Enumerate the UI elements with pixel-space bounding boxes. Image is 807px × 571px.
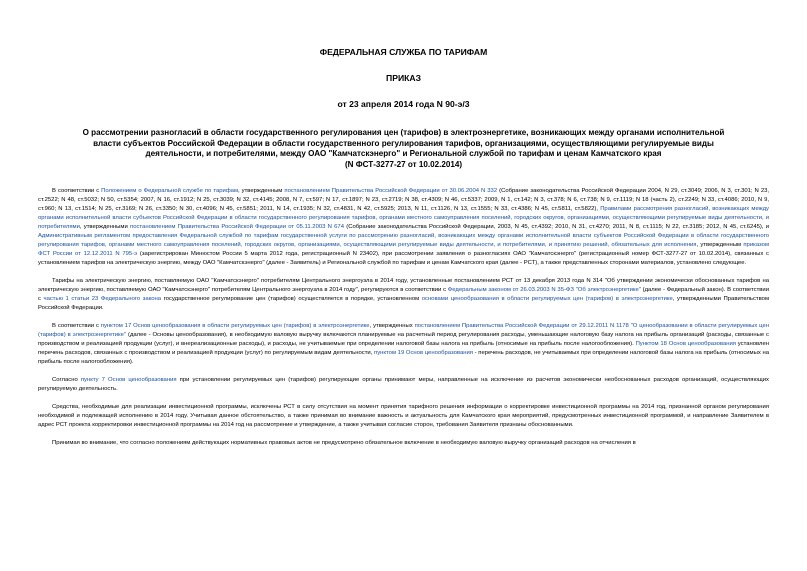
date-number-heading: от 23 апреля 2014 года N 90-э/3 xyxy=(337,99,470,109)
text: (далее - Основы ценообразования), в необходимую валовую выручку включаются планируемые на расчетный период регулирования расходы, уменьшающие налоговую базу налога на прибыль организаций (расходы, связанные с производством и реализацией продукции (услуг), и внереализационные расходы), и расходы, не учитываемые при определении налоговой базы налога на прибыль (относимые на прибыль после налогообложения). xyxy=(38,332,769,348)
link-resolution-1178[interactable]: постановлением Правительства Российской Федерации от 29.12.2011 N 1178 "О ценообразовании в области регулируемых цен (тарифов) в электроэнергетике" xyxy=(38,323,769,339)
link-item-17[interactable]: пунктом 17 Основ ценообразования в области регулируемых цен (тарифов) в электроэнергетике xyxy=(100,323,370,330)
text: , утвержденным xyxy=(238,188,285,195)
link-item-7[interactable]: пункту 7 Основ ценообразования xyxy=(80,377,177,384)
paragraph-item-7 xyxy=(38,376,769,394)
link-pricing-basics[interactable]: основами ценообразования в области регулируемых цен (тарифов) в электроэнергетике xyxy=(421,296,673,303)
text: , утвержденными Правительством Российской Федерации. xyxy=(38,296,769,312)
text: В соответствии с xyxy=(52,323,101,330)
paragraph-revenue xyxy=(38,322,769,367)
link-admin-regulation[interactable]: Административным регламентом предоставления Федеральной службой по тарифам государственной услуги по рассмотрению разногласий, возникающих между органами исполнительной власти субъектов Российской Федерации в области государственного регулирования тарифов, органами местного самоуправления поселений, городских округов, организациями, осуществляющими регулируемые виды деятельности, и потребителями, и принятию решений, обязательных для исполнения xyxy=(38,233,769,249)
text: Средства, необходимые для реализации инвестиционной программы, исключены РСТ в силу отсутствия на момент принятия тарифного решения информации о корректировке инвестиционной программы на 2014 год, признанной органом регулирования необходимой и подлежащей исполнению в 2014 году. Учитывая данное обстоятельство, а также принимая во внимание важность и актуальность для Камчатского края мероприятий, предусмотренных инвестиционной программой, и направление Заявителем в адрес РСТ проекта корректировки инвестиционной программы на 2014 год на рассмотрение и утверждение, а также учитывая согласие сторон, требования Заявителя признаны обоснованными. xyxy=(38,404,769,429)
link-regulation-fst[interactable]: Положением о Федеральной службе по тарифам xyxy=(101,188,238,195)
title-line: деятельности, и потребителями, между ОАО "Камчатскэнерго" и Региональной службой по тарифам и ценам Камчатского края xyxy=(145,149,662,159)
link-item-18[interactable]: Пунктом 18 Основ ценообразования xyxy=(635,341,736,348)
text: (далее - Федеральный закон). В соответствии с xyxy=(38,287,770,303)
text: , утвержденными xyxy=(79,224,131,231)
link-resolution-674[interactable]: постановлением Правительства Российской Федерации от 05.11.2003 N 674 xyxy=(130,224,344,231)
link-dispute-rules[interactable]: Правилами рассмотрения разногласий, возникающих между органами исполнительной власти субъектов Российской Федерации в области государственного регулирования тарифов, органами местного самоуправления поселений, городских округов, организациями, осуществляющими регулируемые виды деятельности, и потребителями xyxy=(38,206,769,231)
agency-heading: ФЕДЕРАЛЬНАЯ СЛУЖБА ПО ТАРИФАМ xyxy=(319,47,488,57)
link-order-795[interactable]: приказом ФСТ России от 12.12.2011 N 795-э xyxy=(38,242,769,258)
text: Согласно xyxy=(52,377,81,384)
text: - перечень расходов, не учитываемых при определении налоговой базы налога на прибыль (относимых на прибыль после налогообложения). xyxy=(38,350,769,366)
paragraph-preamble xyxy=(38,187,769,268)
title-line: (N ФСТ-3277-27 от 10.02.2014) xyxy=(344,159,463,169)
text: установлен перечень расходов, связанных с производством и реализацией продукции (услуг) по регулируемым видам деятельности, xyxy=(38,341,770,357)
text: (зарегистрирован Минюстом России 5 марта 2012 года, регистрационный N 23402), при рассмотрении заявления о разногласиях ОАО "Камчатскэнерго" (регистрационный номер ФСТ-3277-27 от 10.02.2014), связанных с установлением тарифов на электрическую энергию, между ОАО "Камчатскэнерго" (далее - Заявитель) и Региональной службой по тарифам и ценам Камчатского края (далее - РСТ), а также представленных сторонами материалов, установлено следующее. xyxy=(38,251,769,267)
text: Тарифы на электрическую энергию, поставляемую ОАО "Камчатскэнерго" потребителям Центрального энергоузла в 2014 году, установленные постановлением РСТ от 13 декабря 2013 года N 314 "Об утверждении экономически обоснованных тарифов на электрическую энергию, поставляемую ОАО "Камчатскэнерго" потребителям Центрального энергоузла в 2014 году", регулируются в соответствии с xyxy=(38,278,769,294)
text: , утвержденных xyxy=(369,323,415,330)
text: при установлении регулируемых цен (тарифов) регулирующие органы принимают меры, направленные на исключение из расчетов экономически необоснованных расходов организаций, осуществляющих регулируемую деятельность. xyxy=(38,377,769,393)
text: В соответствии с xyxy=(52,188,102,195)
text: Принимая во внимание, что согласно положениям действующих нормативных правовых актов не предусмотрено обязательное включение в необходимую валовую выручку организаций расходов на отчисления в xyxy=(52,440,636,447)
document-title xyxy=(38,128,769,170)
link-article-23[interactable]: частью 1 статьи 23 Федерального закона xyxy=(43,296,162,303)
text: (Собрание законодательства Российской Федерации 2004, N 29, ст.3049; 2006, N 3, ст.301; N 23, ст.2522; N 48, ст.5032; N 50, ст.5354; 2007, N 16, ст.1912; N 25, ст.3039; N 32, ст.4145; 2008, N 7, ст.597; N 17, ст.1897; N 23, ст.2719; N 38, ст.4309; N 46, ст.5337; 2009, N 1, ст.142; N 3, ст.378; N 6, ст.738; N 9, ст.1119; N 18 (часть 2), ст.2249; N 33, ст.4086; 2010, N 9, ст.960; N 13, ст.1514; N 25, ст.3169; N 26, ст.3350; N 30, ст.4096; N 45, ст.5851; 2011, N 14, ст.1935; N 32, ст.4831, N 42, ст.5925; 2013, N 11, ст.1126, N 13, ст.1555; N 33, ст.4386; N 45, ст.5811, ст.5822), xyxy=(38,188,770,213)
paragraph-tariffs xyxy=(38,277,769,313)
text: государственное регулирование цен (тарифов) осуществляется в порядке, установленном xyxy=(161,296,422,303)
text: , утвержденным xyxy=(696,242,744,249)
paragraph-investment xyxy=(38,403,769,430)
text: (Собрание законодательства Российской Федерации, 2003, N 45, ст.4392; 2010, N 31, ст.4270; 2011, N 8, ст.1115; N 22, ст.3185; 2012, N 45, ст.6245), и xyxy=(343,224,770,231)
link-federal-law-35[interactable]: Федеральным законом от 26.03.2003 N 35-ФЗ "Об электроэнергетике" xyxy=(447,287,641,294)
paragraph-considering xyxy=(38,439,769,448)
document-type-heading: ПРИКАЗ xyxy=(386,73,421,83)
link-resolution-332[interactable]: постановлением Правительства Российской Федерации от 30.06.2004 N 332 xyxy=(284,188,498,195)
title-line: О рассмотрении разногласий в области государственного регулирования цен (тарифов) в электроэнергетике, возникающих между органами исполнительной xyxy=(82,128,725,137)
link-item-19[interactable]: пунктом 19 Основ ценообразования xyxy=(374,350,473,357)
title-line: власти субъектов Российской Федерации в области государственного регулирования тарифов, организациями, осуществляющими регулируемые виды xyxy=(93,138,714,148)
